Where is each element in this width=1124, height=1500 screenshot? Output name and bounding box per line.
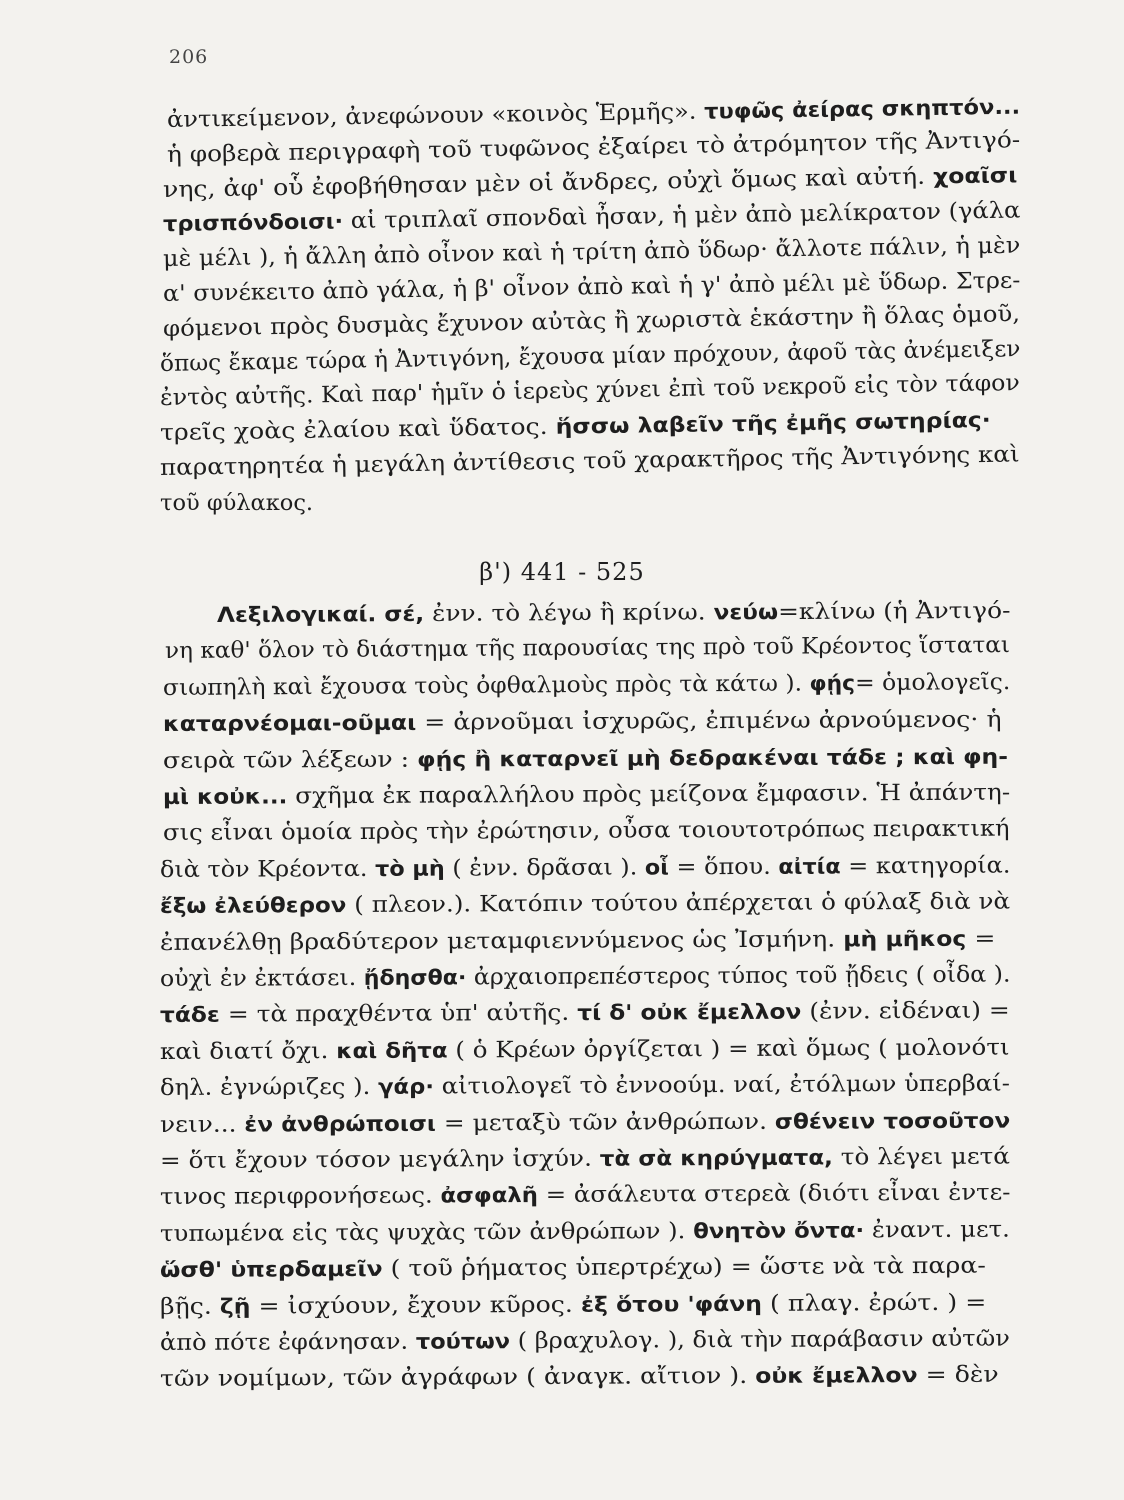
lemma-bold: ζῇ [219, 1294, 251, 1319]
text-segment: τοῦ φύλακος. [160, 489, 314, 516]
text-segment: μὲ μέλι ), ἡ ἄλλη ἀπὸ οἶνον καὶ ἡ τρίτη ἀπὸ ὕδωρ· ἄλλοτε πάλιν, ἡ μὲν [162, 232, 1021, 273]
text-segment: τρεῖς χοὰς ἐλαίου καὶ ὕδατος. [159, 413, 556, 447]
lemma-bold: ὥσθ' ὑπερδαμεῖν [159, 1257, 383, 1283]
lemma-bold: φῄς ἢ καταρνεῖ μὴ δεδρακέναι τάδε ; καὶ φη- [417, 744, 1009, 772]
text-line [160, 1324, 1010, 1358]
lemma-bold: τὸ μὴ [374, 856, 445, 881]
text-line [160, 887, 1010, 921]
lemma-bold: αἰτία [778, 854, 841, 879]
text-segment: οὐχὶ ἐν ἐκτάσει. [159, 964, 364, 992]
text-line [160, 923, 996, 957]
lemma-bold: Λεξιλογικαί. σέ, [216, 601, 425, 627]
text-segment: αἱ τριπλαῖ σπονδαὶ ἦσαν, ἡ μὲν ἀπὸ μελίκρατον (γάλα [342, 197, 1021, 235]
text-segment: διὰ τὸν Κρέοντα. [159, 855, 376, 883]
text-segment: ( βραχυλογ. ), διὰ τὴν παράβασιν αὐτῶν [509, 1325, 1010, 1355]
text-segment: = τὰ πραχθέντα ὑπ' αὐτῆς. [219, 1000, 578, 1029]
text-line [217, 596, 1011, 630]
text-line [160, 850, 1011, 884]
lemma-bold: καὶ δῆτα [336, 1038, 448, 1063]
lemma-bold: νεύω [713, 600, 779, 625]
text-segment: ὅπως ἔκαμε τώρα ἡ Ἀντιγόνη, ἔχουσα μίαν πρόχουν, ἀφοῦ τὰς ἀνέμειξεν [159, 335, 1021, 377]
text-line [160, 439, 1020, 482]
text-segment: σιωπηλὴ καὶ ἔχουσα τοὺς ὀφθαλμοὺς πρὸς τὰ κάτω ). [162, 670, 810, 701]
text-segment: αἰτιολογεῖ τὸ ἐννοούμ. ναί, ἐτόλμων ὑπερβαί- [433, 1070, 1010, 1100]
text-line [160, 1214, 1010, 1248]
page-number: 206 [169, 46, 209, 68]
text-line [160, 1178, 1011, 1212]
text-segment: τῶν νομίμων, τῶν ἀγράφων ( ἀναγκ. αἴτιον ). [159, 1363, 756, 1393]
lemma-bold: ἔξω ἐλεύθερον [159, 893, 347, 919]
text-line [165, 630, 1010, 666]
text-line [163, 814, 1010, 848]
lemma-bold: ἐξ ὅτου 'φάνη [580, 1291, 763, 1317]
lemma-bold: ἥσσω λαβεῖν τῆς ἐμῆς σωτηρίας· [555, 408, 991, 439]
text-segment: = [966, 925, 996, 952]
text-segment: = μεταξὺ τῶν ἀνθρώπων. [435, 1108, 775, 1137]
text-segment: = δὲν [917, 1361, 999, 1389]
text-line [160, 1251, 986, 1285]
lemma-bold: γάρ· [377, 1074, 434, 1100]
text-line [160, 1142, 1010, 1176]
text-segment: βῇς. [159, 1293, 220, 1320]
lemma-bold: ἀσφαλῆ [440, 1183, 539, 1208]
text-segment: τὸ λέγει μετά [832, 1143, 1011, 1171]
text-segment: ἐναντ. μετ. [864, 1216, 1010, 1244]
lemma-bold: τούτων [415, 1329, 511, 1354]
text-line [160, 960, 1011, 994]
text-segment: = κατηγορία. [840, 852, 1011, 880]
lemma-bold: τυφῶς ἀείρας σκηπτόν... [703, 94, 1021, 124]
text-segment: ἀντικείμενον, ἀνεφώνουν «κοινὸς Ἑρμῆς». [166, 98, 705, 133]
text-segment: σειρὰ τῶν λέξεων : [162, 746, 418, 774]
text-segment: τινος περιφρονήσεως. [159, 1182, 441, 1211]
lemma-bold: σθένειν τοσοῦτον [774, 1108, 1011, 1134]
lemma-bold: φῄς [809, 670, 856, 696]
text-segment: παρατηρητέα ἡ μεγάλη ἀντίθεσις τοῦ χαρακτῆρος τῆς Ἀντιγόνης καὶ [159, 441, 1020, 481]
lemma-bold: οὐκ ἔμελλον [755, 1363, 918, 1389]
text-segment: καὶ διατί ὄχι. [159, 1037, 337, 1065]
text-segment: (ἐνν. εἰδέναι) = [801, 997, 1010, 1026]
text-line [160, 1069, 1010, 1103]
text-line [160, 488, 313, 518]
lemma-bold: μὶ κοὐκ... [162, 784, 288, 809]
text-line [160, 1287, 986, 1321]
text-segment: ( πλαγ. ἐρώτ. ) = [761, 1289, 987, 1317]
text-segment: σις εἶναι ὁμοία πρὸς τὴν ἐρώτησιν, οὖσα τοιουτοτρόπως πειρακτική [162, 815, 1010, 847]
text-segment: ἐντὸς αὐτῆς. Καὶ παρ' ἡμῖν ὁ ἱερεὺς χύνει ἐπὶ τοῦ νεκροῦ εἰς τὸν τάφον [159, 370, 1020, 412]
text-segment: σχῆμα ἐκ παραλλήλου πρὸς μείζονα ἔμφασιν. Ἡ ἀπάντη- [287, 779, 1011, 810]
text-segment: ( ὁ Κρέων ὀργίζεται ) = καὶ ὅμως ( μολονότι [447, 1034, 1010, 1064]
text-line [160, 1360, 999, 1394]
text-segment: ἐνν. τὸ λέγω ἢ κρίνω. [424, 599, 714, 627]
text-line [163, 778, 1010, 812]
text-segment: = ἀρνοῦμαι ἰσχυρῶς, ἐπιμένω ἀρνούμενος· ἡ [416, 706, 1002, 736]
lemma-bold: ᾔδησθα· [363, 965, 467, 990]
text-segment: ἡ φοβερὰ περιγραφὴ τοῦ τυφῶνος ἐξαίρει τὸ ἀτρόμητον τῆς Ἀντιγό- [166, 126, 1021, 168]
lemma-bold: μὴ μῆκος [843, 926, 967, 952]
text-segment: φόμενοι πρὸς δυσμὰς ἔχυνον αὐτὰς ἢ χωριστὰ ἑκάστην ἢ ὅλας ὁμοῦ, [162, 300, 1021, 342]
text-line [163, 667, 1010, 703]
text-segment: = ὅπου. [668, 853, 779, 881]
lemma-bold: ἐν ἀνθρώποισι [244, 1111, 436, 1137]
text-segment: νη καθ' ὅλον τὸ διάστημα τῆς παρουσίας της πρὸ τοῦ Κρέοντος ἵσταται [164, 632, 1011, 665]
text-line [160, 1105, 1010, 1139]
text-line [163, 741, 1008, 775]
lemma-bold: τὰ σὰ κηρύγματα, [599, 1145, 833, 1171]
text-segment: νης, ἀφ' οὗ ἐφοβήθησαν μὲν οἱ ἄνδρες, οὐχὶ ὅμως καὶ αὐτή. [162, 163, 934, 203]
text-segment: τυπωμένα εἰς τὰς ψυχὰς τῶν ἀνθρώπων ). [159, 1218, 694, 1247]
text-segment: = ὁμολογεῖς. [854, 668, 1011, 696]
text-segment: ( τοῦ ῥήματος ὑπερτρέχω) = ὥστε νὰ τὰ παρα- [382, 1252, 986, 1283]
text-line [160, 1032, 1010, 1066]
lemma-bold: τί δ' οὐκ ἔμελλον [577, 1000, 802, 1026]
text-segment: νειν... [159, 1111, 245, 1138]
lemma-bold: θνητὸν ὄντα· [693, 1218, 865, 1244]
text-segment: ἀπὸ πότε ἐφάνησαν. [159, 1328, 416, 1356]
text-segment: δηλ. ἐγνώριζες ). [159, 1074, 379, 1102]
lemma-bold: οἷ [644, 855, 669, 880]
text-segment: α' συνέκειτο ἀπὸ γάλα, ἡ β' οἶνον ἀπὸ καὶ ἡ γ' ἀπὸ μέλι μὲ ὕδωρ. Στρε- [162, 267, 1021, 307]
text-line [160, 996, 1010, 1030]
text-segment: ( ἐνν. δρᾶσαι ). [444, 854, 645, 882]
section-heading: β') 441 - 525 [479, 558, 645, 586]
lemma-bold: χοαῖσι [932, 162, 1018, 189]
text-segment: ( πλεον.). Κατόπιν τούτου ἀπέρχεται ὁ φύλαξ διὰ νὰ [346, 888, 1011, 919]
text-segment: = ἰσχύουν, ἔχουν κῦρος. [250, 1291, 581, 1320]
lemma-bold: καταρνέομαι-οῦμαι [162, 710, 417, 737]
text-segment: =κλίνω (ἡ Ἀντιγό- [778, 597, 1011, 626]
text-segment: ἀρχαιοπρεπέστερος τύπος τοῦ ᾔδεις ( οἶδα ). [466, 961, 1011, 991]
lemma-bold: τάδε [159, 1003, 220, 1028]
text-segment: ἐπανέλθῃ βραδύτερον μεταμφιεννύμενος ὡς Ἰσμήνη. [159, 926, 844, 956]
text-segment: = ἀσάλευτα στερεὰ (διότι εἶναι ἐντε- [537, 1179, 1011, 1209]
lemma-bold: τρισπόνδοισι· [162, 209, 344, 237]
text-segment: = ὅτι ἔχουν τόσον μεγάλην ἰσχύν. [159, 1145, 600, 1174]
text-line [163, 705, 1002, 739]
